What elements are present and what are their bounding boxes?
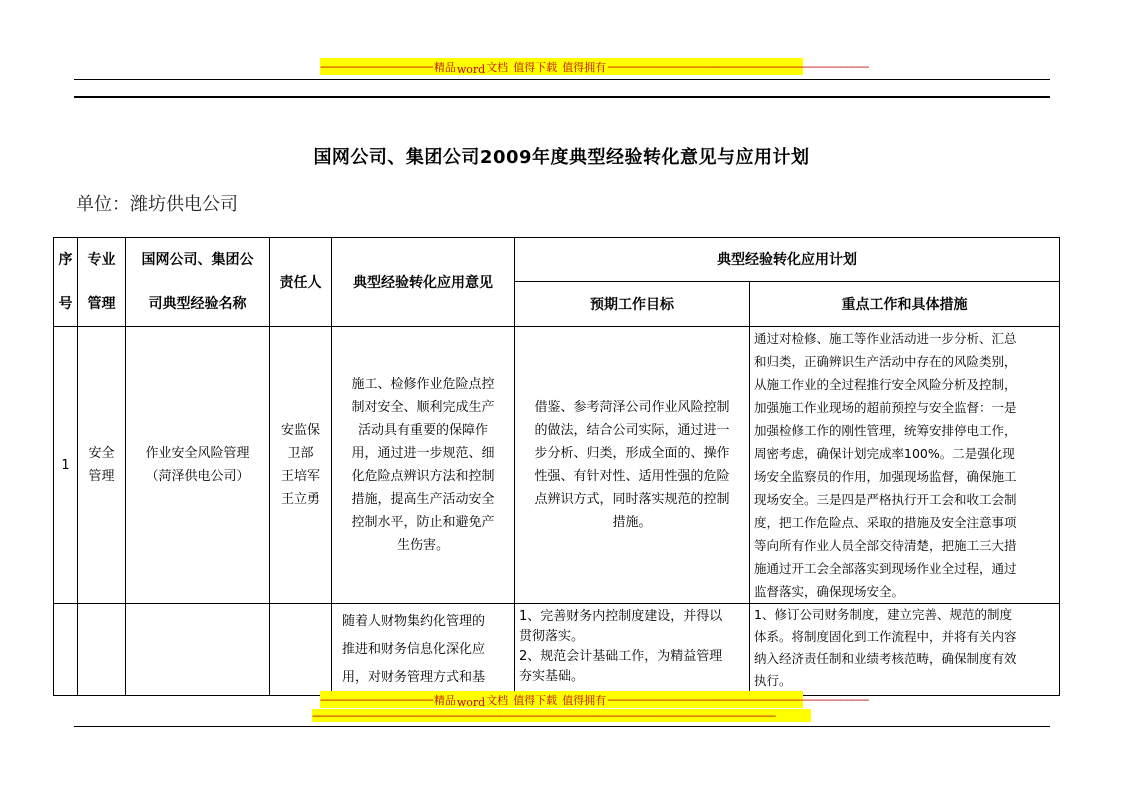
header-seq-top: 序 [58,252,73,268]
row1-opinion-line: 生伤害。 [396,538,449,553]
row1-responsible [270,327,332,604]
row1-goal-line: 性强、有针对性、适用性强的危险 [534,469,730,484]
footer-text-jingpin: 精品 [433,693,456,707]
row1-major-line: 安全 [88,446,115,461]
header-major-bottom: 管理 [87,296,116,312]
row2-responsible [270,604,332,696]
row1-person-line: 王立勇 [280,492,320,507]
row1-measures-line: 和归类，正确辨识生产活动中存在的风险类别， [754,354,1017,369]
row1-measures-line: 场安全监察员的作用，加强现场监督，确保施工 [754,469,1017,484]
footer-text-download: 值得下载 [513,693,558,707]
row1-exp-name [126,327,270,604]
row1-goal-line: 点辨识方式，同时落实规范的控制 [534,492,730,507]
header-major-top: 专业 [87,252,116,268]
row2-opinion-line: 推进和财务信息化深化应 [342,642,486,657]
row1-major [78,327,126,604]
footer-banner [320,691,869,709]
header-exp-name [126,238,270,327]
row2-measures-line: 执行。 [754,673,792,688]
row2-measures-line: 体系。将制度固化到工作流程中，并将有关内容 [754,629,1017,644]
footer-banner-line2 [312,709,811,722]
header-major [78,238,126,327]
row1-measures-line: 度，把工作危险点、采取的措施及安全注意事项 [754,515,1017,530]
footer-text-word: word [456,696,486,709]
footer-dashes-right: ---------------------------------------------------------------------------------------- [607,693,869,706]
row2-measures-line: 纳入经济责任制和业绩考核范畴，确保制度有效 [754,651,1017,666]
row1-opinion-line: 用，通过进一步规范、细 [351,446,495,461]
footer-text-own: 值得拥有 [562,693,607,707]
header-exp-name-top: 国网公司、集团公 [141,252,254,268]
row1-seq: 1 [54,327,78,604]
row2-goal-line: 2、规范会计基础工作，为精益管理 [519,649,723,664]
document-title: 国网公司、集团公司2009年度典型经验转化意见与应用计划 [313,147,810,168]
row1-measures-line: 施通过开工会全部落实到现场作业全过程，通过 [754,561,1017,576]
banner-dashes-left: -------------------------------------- [320,60,433,73]
banner-dashes-right: ---------------------------------------------------------------------------------------- [607,60,869,73]
row1-measures-line: 现场安全。三是四是严格执行开工会和收工会制 [754,492,1017,507]
row1-measures-line: 加强检修工作的刚性管理，统筹安排停电工作， [754,423,1017,438]
row2-goal-line: 贯彻落实。 [519,629,585,644]
table-row [54,327,1060,604]
row1-opinion-line: 制对安全、顺利完成生产 [351,400,495,415]
row1-name-line: 作业安全风险管理 [145,446,250,461]
row2-exp-name [126,604,270,696]
row1-goal-line: 措施。 [612,515,652,530]
footer-dashes-line2: ------------------------------------------------------------------------------------------------------------------------------------------------------------ [312,709,776,722]
table-row [54,604,1060,696]
row1-name-line: （菏泽供电公司） [145,469,250,484]
banner-text-jingpin: 精品 [433,60,456,74]
footer-dashes-left: -------------------------------------- [320,693,433,706]
banner-text-own: 值得拥有 [562,60,607,74]
row2-goal-line: 夯实基础。 [519,669,585,684]
row1-measures-line: 加强施工作业现场的超前预控与安全监督：一是 [754,400,1017,415]
row1-measures-line: 等向所有作业人员全部交待清楚，把施工三大措 [754,538,1017,553]
unit-label: 单位：潍坊供电公司 [76,194,238,215]
header-banner [320,58,869,76]
row1-person-line: 王培军 [280,469,320,484]
header-plan: 典型经验转化应用计划 [515,238,1060,282]
row2-measures [750,604,1060,696]
header-goal: 预期工作目标 [515,281,750,326]
row1-goal-line: 的做法，结合公司实际，通过进一 [534,423,730,438]
row1-opinion [332,327,515,604]
row1-opinion-line: 施工、检修作业危险点控 [351,377,495,392]
row1-opinion-line: 活动具有重要的保障作 [357,423,488,438]
header-rule-2 [74,96,1050,98]
row2-measures-line: 1、修订公司财务制度，建立完善、规范的制度 [754,607,1012,622]
header-measures: 重点工作和具体措施 [750,281,1060,326]
row2-major [78,604,126,696]
row2-goal [515,604,750,696]
row1-measures [750,327,1060,604]
header-rule-1 [74,79,1050,80]
footer-rule [74,726,1050,727]
header-exp-name-bottom: 司典型经验名称 [148,296,247,312]
row1-measures-line: 通过对检修、施工等作业活动进一步分析、汇总 [754,331,1017,346]
row2-opinion [332,604,515,696]
footer-text-wendang: 文档 [486,693,509,707]
row2-opinion-line: 随着人财物集约化管理的 [342,614,486,629]
row2-seq [54,604,78,696]
row1-person-line: 安监保 [280,423,320,438]
row1-opinion-line: 措施，提高生产活动安全 [351,492,495,507]
header-responsible: 责任人 [270,238,332,327]
banner-text-word: word [456,63,486,76]
row1-goal-line: 借鉴、参考菏泽公司作业风险控制 [534,400,730,415]
banner-text-download: 值得下载 [513,60,558,74]
banner-text-wendang: 文档 [486,60,509,74]
row1-goal [515,327,750,604]
row1-opinion-line: 化危险点辨识方法和控制 [351,469,495,484]
header-seq-bottom: 号 [58,296,73,312]
header-opinion: 典型经验转化应用意见 [332,238,515,327]
row1-goal-line: 步分析、归类，形成全面的、操作 [534,446,730,461]
row2-opinion-line: 用，对财务管理方式和基 [342,670,486,685]
row1-measures-line: 从施工作业的全过程推行安全风险分析及控制， [754,377,1017,392]
row1-major-line: 管理 [88,469,115,484]
row1-measures-line: 监督落实，确保现场安全。 [754,584,905,599]
row1-opinion-line: 控制水平，防止和避免产 [351,515,495,530]
row1-measures-line: 周密考虑，确保计划完成率100%。二是强化现 [754,446,1015,461]
plan-table [53,237,1060,696]
header-seq [54,238,78,327]
row2-goal-line: 1、完善财务内控制度建设，并得以 [519,609,723,624]
row1-person-line: 卫部 [287,446,314,461]
